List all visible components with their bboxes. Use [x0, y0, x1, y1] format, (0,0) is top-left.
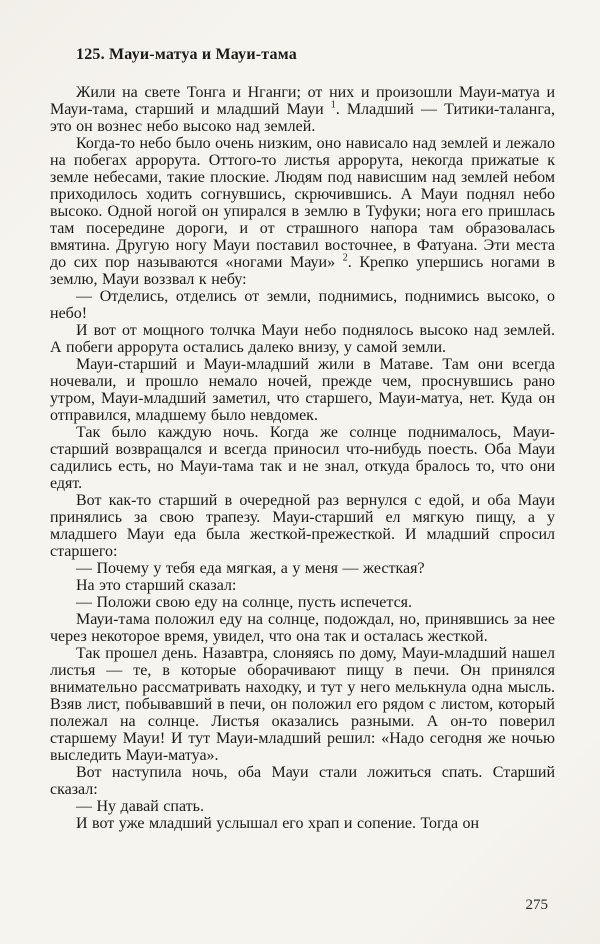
paragraph: И вот от мощного толчка Мауи небо поднялось высоко над землей. А побеги аррорута остались далеко внизу, у самой земли. — [50, 322, 555, 356]
paragraph: — Отделись, отделись от земли, поднимись, поднимись высоко, о небо! — [50, 288, 555, 322]
paragraph: Мауи-старший и Мауи-младший жили в Матаве. Там они всегда ночевали, и прошло немало ночей, прежде чем, проснувшись рано утром, Мауи-младший заметил, что старшего, Мауи-матуа, нет. Куда он отправился, младшему было невдомек. — [50, 356, 555, 424]
page-number: 275 — [525, 897, 548, 913]
paragraph: Вот наступила ночь, оба Мауи стали ложиться спать. Старший сказал: — [50, 764, 555, 798]
paragraph: Мауи-тама положил еду на солнце, подождал, но, принявшись за нее через некоторое время, увидел, что она так и осталась жесткой. — [50, 611, 555, 645]
paragraph: — Ну давай спать. — [76, 798, 204, 815]
paragraph: И вот уже младший услышал его храп и сопение. Тогда он — [76, 815, 480, 832]
paragraph: Так прошел день. Назавтра, слоняясь по дому, Мауи-младший нашел листья — те, в которые оборачивают пищу в печи. Он принялся внимательно рассматривать находку, и тут у него мелькнула одна мысль. Взяв лист, побывавший в печи, он положил его рядом с листом, который полежал на солнце. Листья оказались разными. А он-то поверил старшему Мауи! И тут Мауи-младший решил: «Надо сегодня же ночью выследить Мауи-матуа». — [50, 645, 555, 764]
paragraph: Жили на свете Тонга и Нганги; от них и произошли Мауи-матуа и Мауи-тама, старший и младший Мауи $^1$. Младший — Титики-таланга, это он вознес небо высоко над землей. — [50, 84, 555, 135]
paragraph: Вот как-то старший в очередной раз вернулся с едой, и оба Мауи принялись за свою трапезу. Мауи-старший ел мягкую пищу, а у младшего Мауи еда была жесткой-прежесткой. И младший спросил старшего: — [50, 492, 555, 560]
paragraph: — Почему у тебя еда мягкая, а у меня — жесткая? — [76, 560, 425, 577]
footnote-marker: 2 — [342, 252, 348, 264]
paragraph: На это старший сказал: — [76, 577, 237, 594]
paragraph: Когда-то небо было очень низким, оно нависало над землей и лежало на побегах аррорута. Оттого-то листья аррорута, некогда прижатые к земле небесами, такие плоские. Людям под нависшим над землей небом приходилось ходить согнувшись, скрючившись. А Мауи поднял небо высоко. Одной ногой он упирался в землю в Туфуки; нога его пришлась там посередине дороги, и от страшного напора там образовалась вмятина. Другую ногу Мауи поставил восточнее, в Фатуана. Эти места до сих пор называются «ногами Мауи» $^2$. Крепко упершись ногами в землю, Мауи воззвал к небу: — [50, 135, 555, 288]
footnote-marker: 1 — [330, 99, 336, 111]
text-body — [50, 84, 555, 832]
chapter-title: 125. Мауи-матуа и Мауи-тама — [76, 46, 297, 63]
paragraph: — Положи свою еду на солнце, пусть испечется. — [76, 594, 413, 611]
paragraph: Так было каждую ночь. Когда же солнце поднималось, Мауи-старший возвращался и всегда приносил что-нибудь поесть. Оба Мауи садились есть, но Мауи-тама так и не знал, откуда бралось то, что они едят. — [50, 424, 555, 492]
